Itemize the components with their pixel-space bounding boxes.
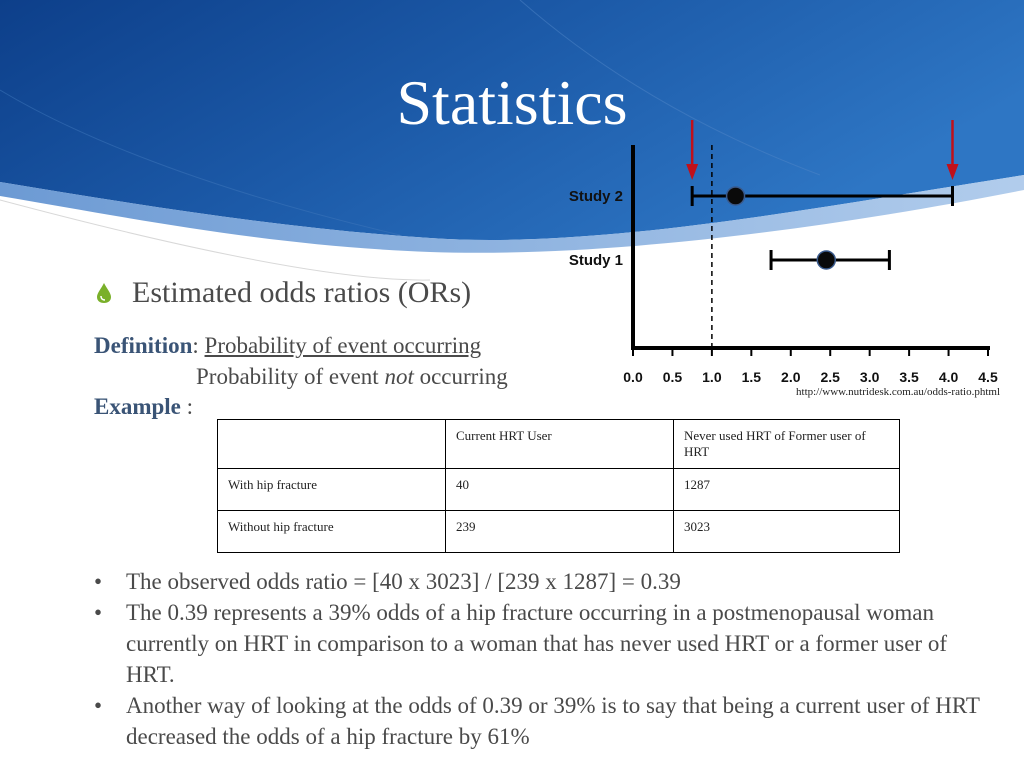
example-label: Example [94, 394, 181, 419]
list-item [90, 566, 990, 597]
x-tick-label: 0.0 [623, 369, 643, 385]
definition-numerator: Probability of event occurring [204, 333, 482, 358]
note-text: Another way of looking at the odds of 0.39 or 39% is to say that being a current user of HRT decreased the odds of a hip fracture by 61% [126, 693, 980, 749]
table-cell: 3023 [674, 511, 900, 553]
leaf-bullet-icon [94, 282, 114, 304]
definition-sep: : [192, 333, 199, 358]
x-tick-label: 0.5 [662, 369, 683, 385]
bullet-dot: • [94, 600, 103, 625]
main-bullet [94, 276, 471, 310]
example-sep: : [180, 394, 194, 419]
table-cell: 1287 [674, 469, 900, 511]
definition-denominator [196, 364, 508, 390]
x-tick-label: 4.0 [938, 369, 959, 385]
definition-label: Definition [94, 333, 193, 358]
x-tick-label: 4.5 [978, 369, 998, 385]
bullet-dot: • [94, 569, 103, 594]
table-row [218, 511, 900, 553]
x-tick-label: 2.0 [781, 369, 801, 385]
definition-line [94, 333, 481, 359]
point-estimate [817, 251, 835, 269]
study-label: Study 2 [568, 188, 623, 205]
table-header-cell [218, 420, 446, 469]
denominator-em: not [384, 364, 414, 389]
red-arrow-head [947, 164, 959, 180]
note-text: The 0.39 represents a 39% odds of a hip fracture occurring in a postmenopausal woman currently on HRT in comparison to a woman that has never used HRT or a former user of HRT. [126, 600, 947, 687]
hrt-table [217, 419, 900, 553]
x-tick-label: 2.5 [820, 369, 840, 385]
table-cell: Without hip fracture [218, 511, 446, 553]
denominator-post: occurring [413, 364, 508, 389]
table-cell: With hip fracture [218, 469, 446, 511]
table-cell: 239 [446, 511, 674, 553]
table-cell: 40 [446, 469, 674, 511]
main-bullet-text: Estimated odds ratios (ORs) [132, 276, 472, 309]
x-tick-label: 1.5 [741, 369, 762, 385]
x-tick-label: 1.0 [702, 369, 722, 385]
table-header-row [218, 420, 900, 469]
note-text: The observed odds ratio = [40 x 3023] / [239 x 1287] = 0.39 [126, 569, 681, 594]
example-line [94, 394, 193, 420]
point-estimate [727, 187, 745, 205]
slide-title: Statistics [396, 67, 628, 138]
red-arrow-head [686, 164, 698, 180]
list-item [90, 690, 990, 752]
bullet-dot: • [94, 693, 103, 718]
table-row [218, 469, 900, 511]
x-tick-label: 3.0 [859, 369, 880, 385]
notes-list [90, 566, 990, 752]
table-header-cell: Current HRT User [446, 420, 674, 469]
table-header-cell: Never used HRT of Former user of HRT [674, 420, 900, 469]
source-url: http://www.nutridesk.com.au/odds-ratio.phtml [796, 386, 1000, 398]
list-item [90, 597, 990, 690]
x-tick-label: 3.5 [899, 369, 919, 385]
study-label: Study 1 [568, 252, 623, 269]
denominator-pre: Probability of event [196, 364, 385, 389]
